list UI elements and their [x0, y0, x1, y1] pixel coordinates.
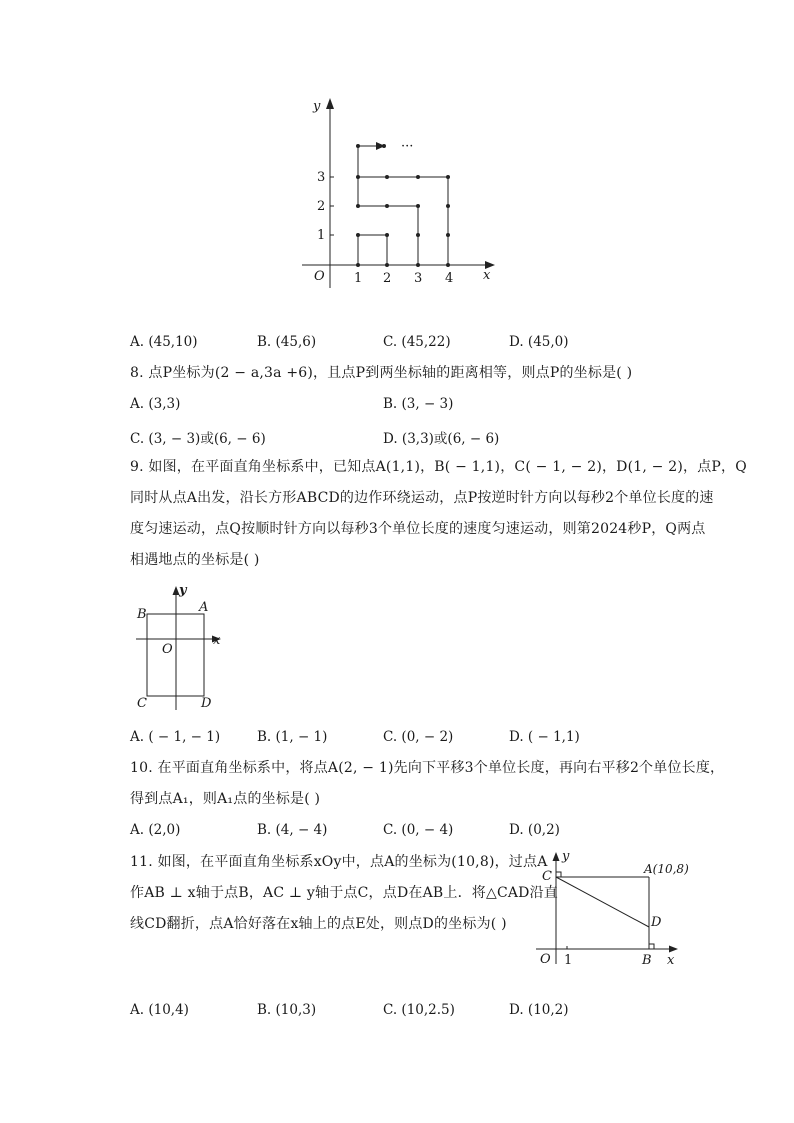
y-tick-label: 1 [317, 228, 326, 243]
path-point [356, 263, 360, 267]
q11-fold-figure [530, 846, 690, 971]
path-point [356, 144, 360, 148]
option-a[interactable]: A. (10,4) [130, 1002, 189, 1018]
option-b[interactable]: B. (3, − 3) [383, 396, 454, 412]
q9-stem-line: 9. 如图，在平面直角坐标系中，已知点A(1,1)，B( − 1,1)，C( − 1, − 2)，D(1, − 2)，点P，Q [130, 459, 747, 475]
ellipsis: ··· [401, 139, 414, 154]
y-tick-label: 2 [317, 199, 326, 214]
spiral-path-end [358, 146, 378, 177]
y-axis-label: y [313, 99, 321, 114]
spiral-path [358, 177, 448, 265]
q9-rectangle-figure [132, 580, 232, 715]
q8-options-row1 [0, 396, 794, 414]
segment-cd [556, 877, 649, 927]
x-axis-label: x [483, 268, 491, 283]
option-b[interactable]: B. (4, − 4) [257, 822, 328, 838]
point-a-label: A [199, 600, 209, 615]
path-point [416, 204, 420, 208]
q11-options [0, 1002, 794, 1020]
q11-stem-line: 线CD翻折，点A恰好落在x轴上的点E处，则点D的坐标为( ) [130, 916, 507, 932]
q10-options [0, 822, 794, 840]
origin-label: O [314, 269, 325, 284]
path-point [385, 175, 389, 179]
y-axis-arrow [553, 852, 560, 861]
point-d-label: D [651, 915, 662, 930]
path-point [446, 204, 450, 208]
q9-stem-line: 相遇地点的坐标是( ) [130, 552, 260, 568]
option-d[interactable]: D. (3,3)或(6, − 6) [383, 431, 500, 447]
q9-stem-line: 度匀速运动，点Q按顺时针方向以每秒3个单位长度的速度匀速运动，则第2024秒P，Q两点 [130, 521, 706, 537]
option-d[interactable]: D. ( − 1,1) [509, 729, 580, 745]
x-axis-label: x [667, 953, 675, 968]
y-tick-label: 3 [317, 170, 326, 185]
q11-stem-line: 11. 如图，在平面直角坐标系xOy中，点A的坐标为(10,8)，过点A [130, 854, 548, 870]
path-point [446, 263, 450, 267]
y-axis-label: y [562, 849, 570, 864]
option-b[interactable]: B. (10,3) [257, 1002, 317, 1018]
option-c[interactable]: C. (10,2.5) [383, 1002, 455, 1018]
option-c[interactable]: C. (45,22) [383, 334, 451, 350]
point-c-label: C [542, 869, 552, 884]
option-d[interactable]: D. (45,0) [509, 334, 569, 350]
path-point [446, 233, 450, 237]
right-angle-mark-c [556, 872, 561, 877]
option-c[interactable]: C. (0, − 2) [383, 729, 454, 745]
path-point [385, 233, 389, 237]
option-b[interactable]: B. (45,6) [257, 334, 317, 350]
path-point [416, 263, 420, 267]
q10-stem-line: 10. 在平面直角坐标系中，将点A(2, − 1)先向下平移3个单位长度，再向右平移2个单位长度， [130, 760, 725, 776]
path-point [446, 175, 450, 179]
q8-stem: 8. 点P坐标为(2 − a,3a +6)，且点P到两坐标轴的距离相等，则点P的坐标是( ) [130, 365, 633, 381]
option-b[interactable]: B. (1, − 1) [257, 729, 328, 745]
path-point [356, 233, 360, 237]
point-d-label: D [201, 696, 212, 711]
x-tick-label: 4 [445, 271, 454, 286]
option-a[interactable]: A. (45,10) [130, 334, 198, 350]
path-point [382, 144, 386, 148]
q7-options [0, 334, 794, 352]
y-axis-arrow [326, 98, 334, 109]
point-b-label: B [642, 953, 652, 968]
option-a[interactable]: A. ( − 1, − 1) [130, 729, 221, 745]
q7-path-figure [290, 88, 510, 293]
q8-options-row2 [0, 427, 794, 445]
y-axis-label: y [179, 583, 187, 598]
origin-label: O [540, 952, 551, 967]
right-angle-mark-b [649, 944, 654, 949]
point-b-label: B [137, 607, 147, 622]
option-a[interactable]: A. (3,3) [130, 396, 181, 412]
q9-options [0, 729, 794, 747]
q9-stem-line: 同时从点A出发，沿长方形ABCD的边作环绕运动，点P按逆时针方向以每秒2个单位长度的速 [130, 490, 714, 506]
point-a-label: A(10,8) [644, 862, 689, 876]
q10-stem-line: 得到点A₁，则A₁点的坐标是( ) [130, 791, 321, 807]
path-point [356, 175, 360, 179]
option-c[interactable]: C. (0, − 4) [383, 822, 454, 838]
x-tick-label: 1 [564, 953, 573, 968]
point-c-label: C [137, 696, 147, 711]
path-point [416, 175, 420, 179]
path-point [385, 263, 389, 267]
path-point [356, 204, 360, 208]
origin-label: O [162, 642, 173, 657]
x-axis-label: x [213, 633, 221, 648]
x-axis-arrow [669, 946, 678, 953]
path-point [416, 233, 420, 237]
x-tick-label: 1 [354, 271, 363, 286]
option-a[interactable]: A. (2,0) [130, 822, 181, 838]
q11-stem-line: 作AB ⊥ x轴于点B，AC ⊥ y轴于点C，点D在AB上．将△CAD沿直 [130, 885, 558, 901]
x-tick-label: 2 [383, 271, 392, 286]
option-d[interactable]: D. (10,2) [509, 1002, 569, 1018]
x-tick-label: 3 [414, 271, 423, 286]
option-d[interactable]: D. (0,2) [509, 822, 560, 838]
option-c[interactable]: C. (3, − 3)或(6, − 6) [130, 431, 266, 447]
path-point [385, 204, 389, 208]
